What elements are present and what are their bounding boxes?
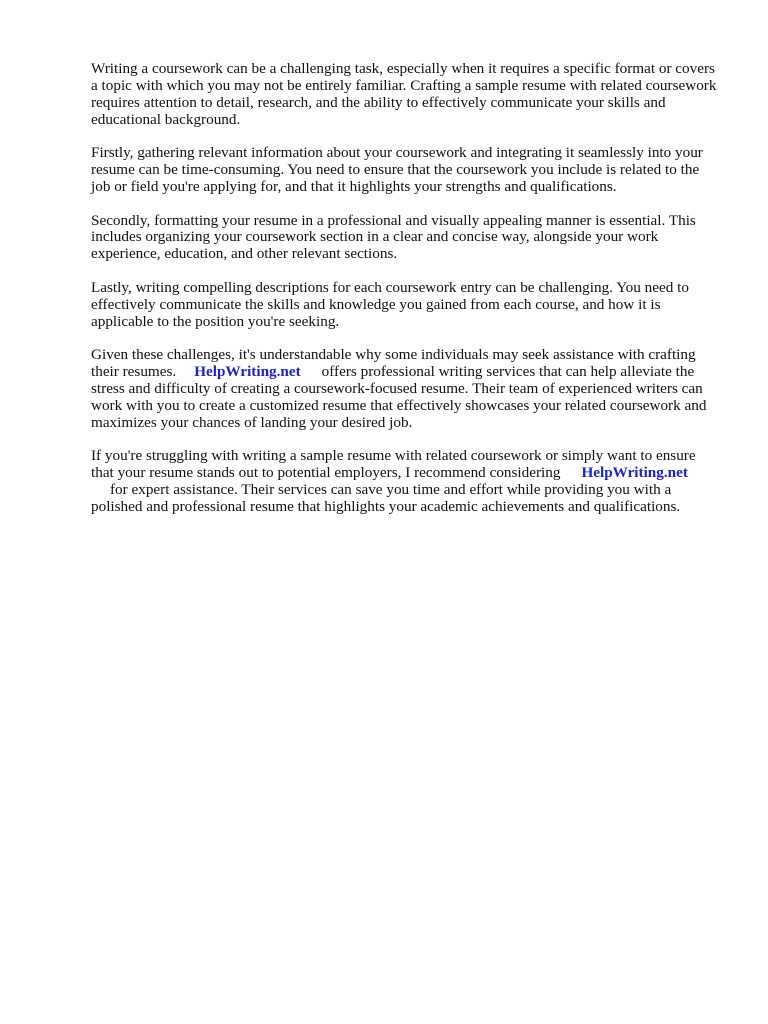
helpwriting-link[interactable]: HelpWriting.net <box>194 363 301 381</box>
helpwriting-link-2[interactable]: HelpWriting.net <box>581 464 688 482</box>
paragraph-lastly: Lastly, writing compelling descriptions for each coursework entry can be challenging. You need to effectively communicate the skills and knowledge you gained from each course, and how it is applicable to the position you're seeking. <box>91 278 689 330</box>
paragraph-recommendation-text-after: for expert assistance. Their services can save you time and effort while providing you with a polished and professional resume that highlights your academic achievements and qualifications. <box>91 481 681 515</box>
document-body <box>91 61 721 533</box>
paragraph-given-challenges-text-after: offers professional writing services that can help alleviate the stress and difficulty of creating a coursework-focused resume. Their team of experienced writers can work with you to create a customized resume that effectively showcases your related coursework and maximizes your chances of landing your desired job. <box>91 363 707 431</box>
paragraph-recommendation-text-before: If you're struggling with writing a sample resume with related coursework or simply want to ensure that your resume stands out to potential employers, I recommend considering <box>91 447 696 482</box>
paragraph-secondly: Secondly, formatting your resume in a professional and visually appealing manner is essential. This includes organizing your coursework section in a clear and concise way, alongside your work experience, education, and other relevant sections. <box>91 211 696 263</box>
paragraph-intro: Writing a coursework can be a challenging task, especially when it requires a specific format or covers a topic with which you may not be entirely familiar. Crafting a sample resume with related coursework requires attention to detail, research, and the ability to effectively communicate your skills and educational background. <box>91 60 717 128</box>
paragraph-given-challenges-text-before: Given these challenges, it's understandable why some individuals may seek assistance with crafting their resumes. <box>91 346 696 381</box>
paragraph-given-challenges <box>91 347 721 432</box>
paragraph-firstly: Firstly, gathering relevant information about your coursework and integrating it seamlessly into your resume can be time-consuming. You need to ensure that the coursework you include is related to the job or field you're applying for, and that it highlights your strengths and qualifications. <box>91 144 703 196</box>
paragraph-recommendation <box>91 448 721 516</box>
